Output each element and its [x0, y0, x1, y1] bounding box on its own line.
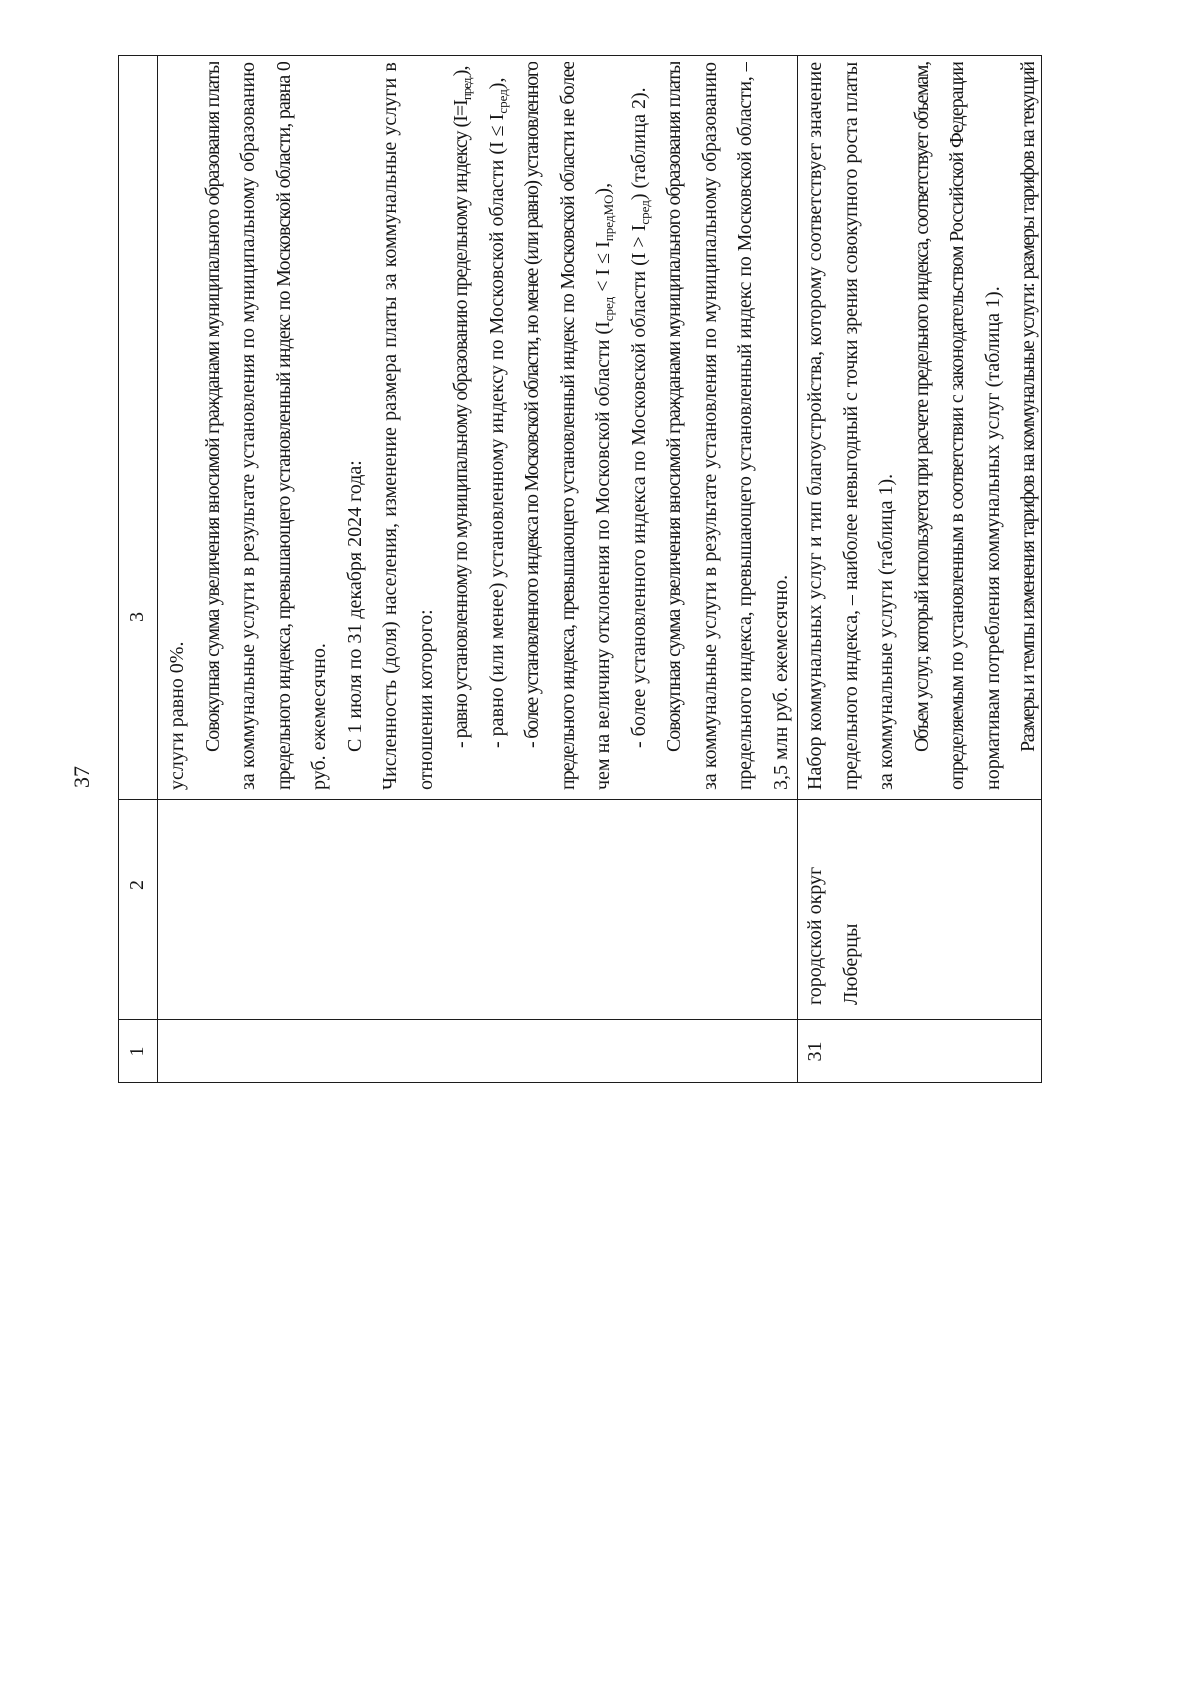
text-line [798, 810, 834, 1005]
text-segment: ), [485, 77, 508, 90]
text-segment: ), [592, 182, 614, 195]
text-line [196, 62, 232, 790]
text-line [834, 62, 870, 790]
table-cell-description [798, 62, 1047, 790]
text-line-content: Объем услуг, который используется при расчете предельного индекса, соответствует объемам, [910, 62, 933, 752]
text-line-content: предельного индекса, превышающего установленный индекс по Московской области, равна 0 [272, 62, 295, 790]
column-divider [118, 799, 1042, 800]
text-line [728, 62, 764, 790]
text-line-content [592, 183, 614, 790]
text-line [869, 62, 905, 790]
text-segment: ), [450, 66, 472, 77]
text-line [267, 62, 303, 790]
row-divider [157, 55, 158, 1083]
text-line [338, 62, 374, 790]
text-line-content: городской округ [804, 866, 826, 1005]
column-divider [118, 1019, 1042, 1020]
text-segment: < I ≤ I [592, 241, 614, 297]
text-line-content: С 1 июля по 31 декабря 2024 года: [343, 460, 366, 752]
text-line-content: за коммунальные услуги в результате установления по муниципальному образованию [237, 62, 259, 790]
text-segment: - равно (или менее) установленному индексу по Московской области (I ≤ I [485, 113, 508, 748]
text-line [693, 62, 729, 790]
page-number: 37 [69, 766, 94, 788]
text-line [798, 62, 834, 790]
text-line-content: Набор коммунальных услуг и тип благоустройства, которому соответствует значение [804, 62, 826, 790]
text-line-content: за коммунальные услуги в результате установления по муниципальному образованию [698, 62, 721, 790]
table-cell-row-number [798, 1020, 834, 1083]
text-segment: - равно установленному по муниципальному образованию предельному индексу (I=I [450, 100, 472, 748]
text-line-content: нормативам потребления коммунальных услуг (таблица 1). [981, 286, 1004, 790]
text-segment: - более установленного индекса по Московской области (I > I [627, 224, 650, 748]
text-line-content: Люберцы [839, 923, 862, 1005]
text-line [1011, 62, 1047, 790]
subscript: сред [601, 296, 616, 322]
text-line [940, 62, 976, 790]
text-line [622, 62, 658, 790]
text-line [976, 62, 1012, 790]
table-cell-col3-continued [160, 62, 799, 790]
subscript: предМО [601, 194, 616, 242]
text-line-content: 3,5 млн руб. ежемесячно. [769, 574, 792, 790]
text-line [409, 62, 445, 790]
text-line [905, 62, 941, 790]
text-line-content [628, 87, 650, 748]
text-line [515, 62, 551, 790]
text-line [160, 62, 196, 790]
text-line [231, 62, 267, 790]
text-line-content: за коммунальные услуги (таблица 1). [875, 473, 897, 790]
subscript: пред. [459, 76, 474, 101]
text-line-content: Численность (доля) населения, изменение размера платы за коммунальные услуги в [379, 62, 401, 790]
text-line-content: - более установленного индекса по Московской области, но менее (или равно) установленного [521, 62, 543, 748]
text-line-content: Совокупная сумма увеличения вносимой гражданами муниципального образования платы [663, 62, 685, 752]
text-line [586, 62, 622, 790]
text-line-content: Совокупная сумма увеличения вносимой гражданами муниципального образования платы [201, 62, 224, 752]
text-line [373, 62, 409, 790]
subscript: сред [636, 200, 652, 225]
column-header-3: 3 [126, 612, 148, 622]
text-segment: чем на величину отклонения по Московской области (I [592, 321, 614, 790]
text-line [798, 1020, 834, 1083]
table-cell-municipality [798, 810, 869, 1005]
text-line-content: отношении которого: [414, 609, 437, 790]
text-line-content: предельного индекса, превышающего установленный индекс по Московской области, – [734, 62, 756, 790]
text-line [551, 62, 587, 790]
column-header-1: 1 [126, 1046, 148, 1057]
text-line-content [450, 67, 472, 748]
text-segment: ) (таблица 2). [627, 87, 650, 201]
text-line [657, 62, 693, 790]
text-line-content: определяемым по установленным в соответствии с законодательством Российской Федерации [946, 62, 968, 790]
text-line-content: Размеры и темпы изменения тарифов на коммунальные услуги: размеры тарифов на текущий [1017, 62, 1039, 752]
text-line-content: предельного индекса, – наиболее невыгодный с точки зрения совокупного роста платы [839, 62, 862, 790]
text-line [302, 62, 338, 790]
subscript: сред [494, 89, 510, 114]
row-number: 31 [804, 1041, 826, 1062]
text-line-content [486, 78, 508, 748]
text-line-content: услуги равно 0%. [166, 641, 188, 790]
text-line [480, 62, 516, 790]
text-line-content: руб. ежемесячно. [308, 643, 330, 790]
text-line [834, 810, 870, 1005]
text-line-content: предельного индекса, превышающего установленный индекс по Московской области не более [556, 62, 579, 790]
column-header-2: 2 [126, 880, 148, 890]
text-line [764, 62, 800, 790]
text-line [444, 62, 480, 790]
